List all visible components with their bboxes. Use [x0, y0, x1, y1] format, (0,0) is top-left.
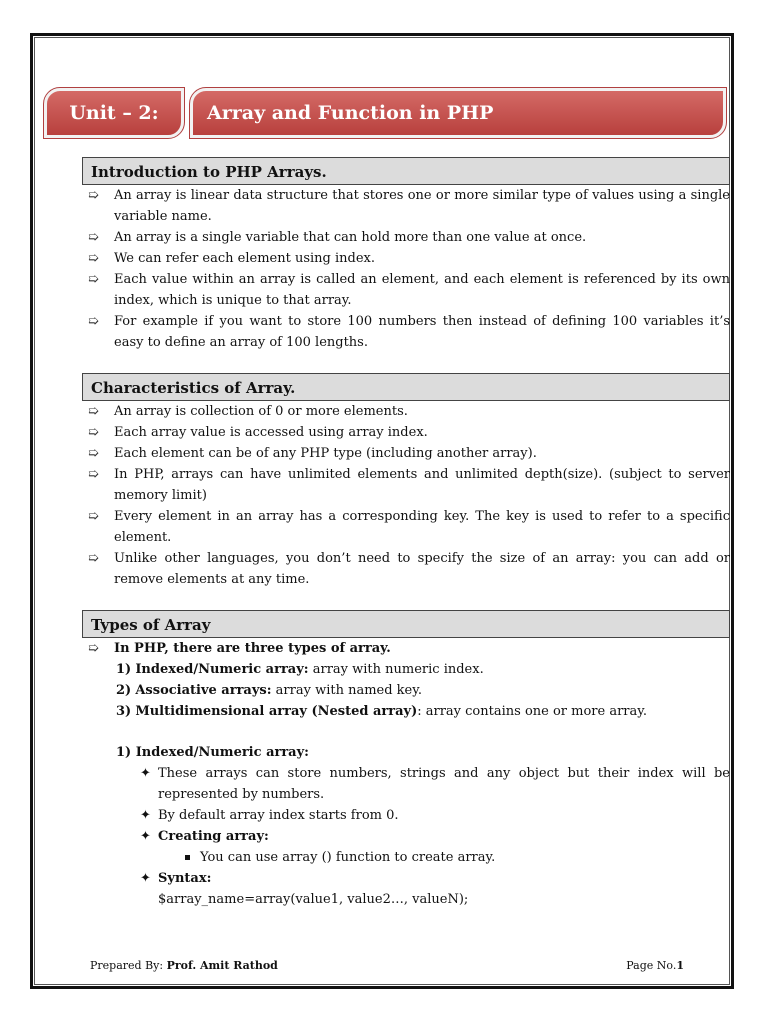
list-item: ➯ Unlike other languages, you don’t need to specify the size of an array: you can add or remove elements at any time.: [82, 548, 730, 590]
list-item: ✦ By default array index starts from 0.: [140, 805, 730, 826]
list-item: ➯ Each element can be of any PHP type (including another array).: [82, 443, 730, 464]
types-numbered-list: [82, 659, 730, 722]
characteristics-bullet-list: [82, 401, 730, 590]
indexed-array-block: [82, 742, 730, 910]
list-item: ➯ We can refer each element using index.: [82, 248, 730, 269]
subsection-title: 1) Indexed/Numeric array:: [116, 745, 309, 760]
section-heading-characteristics: Characteristics of Array.: [82, 373, 730, 401]
list-item: ➯ An array is linear data structure that stores one or more similar type of values using a single variable name.: [82, 185, 730, 227]
arrow-bullet-icon: ➯: [88, 314, 99, 329]
arrow-bullet-icon: ➯: [88, 272, 99, 287]
page-footer: [90, 959, 684, 972]
list-item: 2) Associative arrays: array with named key.: [116, 683, 423, 698]
list-item: ➯ Each value within an array is called an element, and each element is referenced by its own index, which is unique to that array.: [82, 269, 730, 311]
list-item: ✦ Creating array: You can use array () function to create array.: [140, 826, 730, 868]
arrow-bullet-icon: ➯: [88, 425, 99, 440]
list-item: 3) Multidimensional array (Nested array): array contains one or more array.: [116, 704, 648, 719]
intro-bullet-list: [82, 185, 730, 353]
arrow-bullet-icon: ➯: [88, 404, 99, 419]
list-item: ➯ An array is collection of 0 or more elements.: [82, 401, 730, 422]
arrow-bullet-icon: ➯: [88, 467, 99, 482]
footer-page-number: Page No.1: [626, 959, 684, 972]
list-item: You can use array () function to create array.: [182, 847, 730, 868]
arrow-bullet-icon: ➯: [88, 641, 99, 656]
list-item: 1) Indexed/Numeric array: array with numeric index.: [116, 662, 484, 677]
list-item: ✦ Syntax:: [140, 868, 730, 889]
syntax-code: $array_name=array(value1, value2…, valueN);: [158, 892, 469, 907]
square-bullet-icon: [185, 855, 190, 860]
page-title: Array and Function in PHP: [190, 88, 726, 138]
section-heading-intro: Introduction to PHP Arrays.: [82, 157, 730, 185]
arrow-bullet-icon: ➯: [88, 509, 99, 524]
list-item: ✦ These arrays can store numbers, strings and any object but their index will be represented by numbers.: [140, 763, 730, 805]
star-bullet-icon: ✦: [140, 808, 151, 823]
types-bullet-list: [82, 638, 730, 659]
list-item: ➯ In PHP, there are three types of array.: [82, 638, 730, 659]
indexed-points-list: [116, 763, 730, 889]
star-bullet-icon: ✦: [140, 871, 151, 886]
document-body: [82, 157, 730, 910]
list-item: ➯ For example if you want to store 100 numbers then instead of defining 100 variables it’s easy to define an array of 100 lengths.: [82, 311, 730, 353]
unit-label: Unit – 2:: [44, 88, 184, 138]
footer-author: Prepared By: Prof. Amit Rathod: [90, 959, 278, 972]
list-item: ➯ Each array value is accessed using array index.: [82, 422, 730, 443]
arrow-bullet-icon: ➯: [88, 188, 99, 203]
list-item: ➯ An array is a single variable that can hold more than one value at once.: [82, 227, 730, 248]
star-bullet-icon: ✦: [140, 829, 151, 844]
arrow-bullet-icon: ➯: [88, 230, 99, 245]
creating-sub-list: [158, 847, 730, 868]
arrow-bullet-icon: ➯: [88, 551, 99, 566]
list-item: ➯ Every element in an array has a corresponding key. The key is used to refer to a specific element.: [82, 506, 730, 548]
list-item: ➯ In PHP, arrays can have unlimited elements and unlimited depth(size). (subject to server memory limit): [82, 464, 730, 506]
section-heading-types: Types of Array: [82, 610, 730, 638]
star-bullet-icon: ✦: [140, 766, 151, 781]
arrow-bullet-icon: ➯: [88, 251, 99, 266]
arrow-bullet-icon: ➯: [88, 446, 99, 461]
